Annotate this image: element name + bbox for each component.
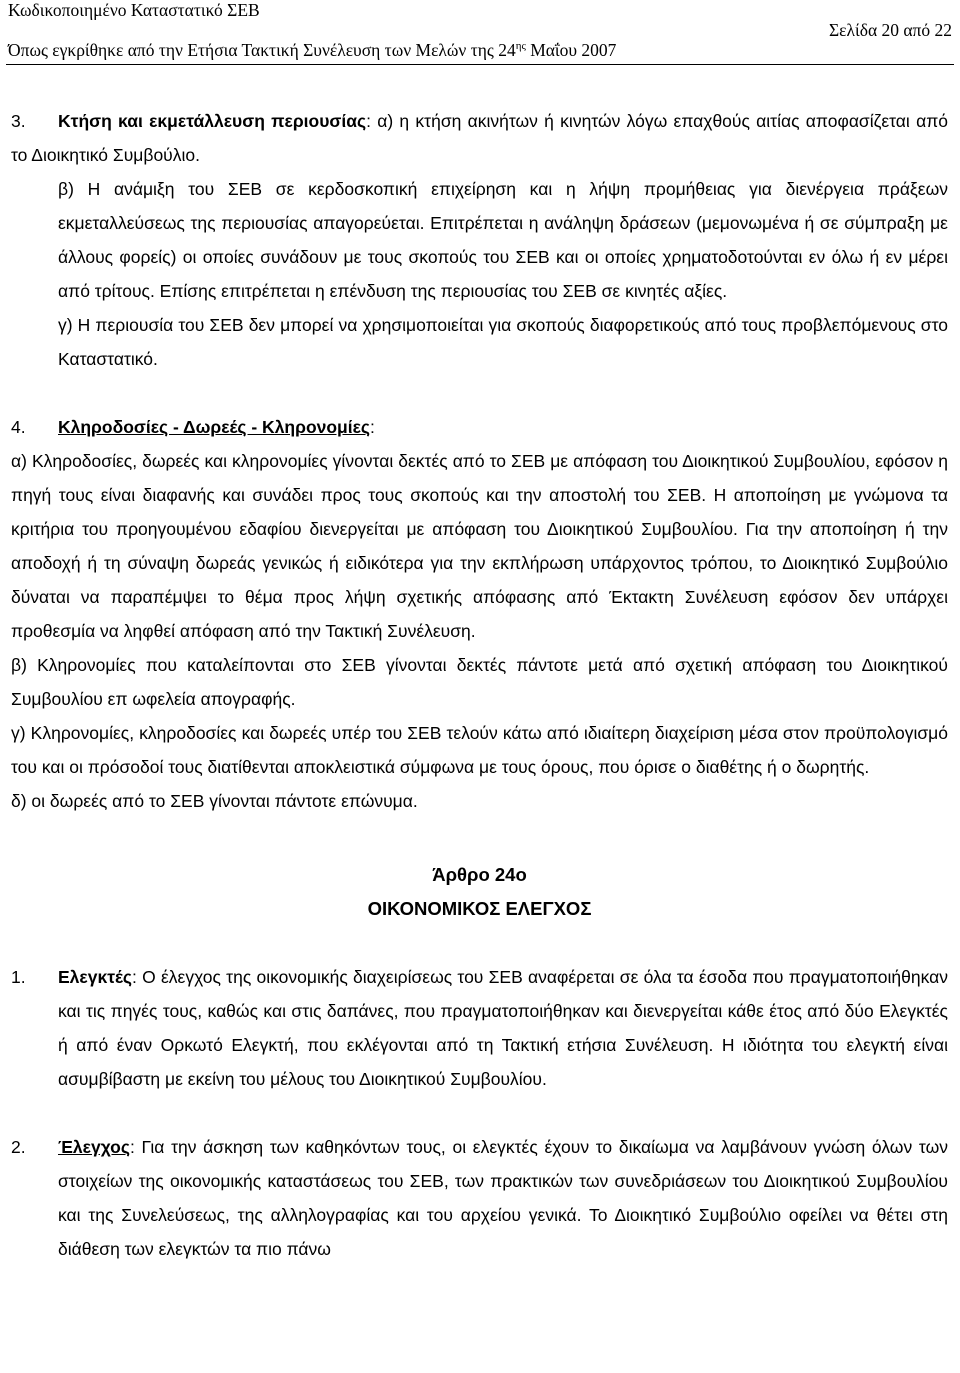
item3-title: Κτήση και εκμετάλλευση περιουσίας (58, 111, 367, 131)
page-number: Σελίδα 20 από 22 (828, 20, 952, 40)
article-item-2 (11, 1130, 948, 1266)
approval-prefix: Όπως εγκρίθηκε από την Ετήσια Τακτική Συνέλευση των Μελών της 24 (8, 40, 516, 60)
article-number: Άρθρο 24ο (432, 864, 527, 885)
article-title: ΟΙΚΟΝΟΜΙΚΟΣ ΕΛΕΓΧΟΣ (367, 898, 592, 919)
article-item-1-body (58, 960, 948, 1096)
article-item-1 (11, 960, 948, 1096)
item3-number: 3. (11, 111, 26, 131)
approval-sup: ης (515, 40, 526, 53)
item4-heading (11, 410, 948, 444)
item3-a (11, 104, 948, 172)
spacer (11, 818, 948, 852)
spacer (11, 1096, 948, 1130)
item3-c: γ) Η περιουσία του ΣΕΒ δεν μπορεί να χρησιμοποιείται για σκοπούς διαφορετικούς από τους προβλεπόμενους στο Καταστατικό. (58, 315, 948, 369)
item4-colon: : (370, 417, 375, 437)
item4-b: β) Κληρονομίες που καταλείπονται στο ΣΕΒ γίνονται δεκτές πάντοτε μετά από σχετική απόφαση του Διοικητικού Συμβουλίου επ ωφελεία απογραφής. (11, 655, 948, 709)
approval-line (8, 40, 616, 61)
article-item-2-body (58, 1130, 948, 1266)
article-item-1-number: 1. (11, 967, 26, 987)
article-item-1-title: Ελεγκτές (58, 967, 133, 987)
doc-title: Κωδικοποιημένο Καταστατικό ΣΕΒ (8, 0, 260, 20)
article-item-1-text: : Ο έλεγχος της οικονομικής διαχειρίσεως του ΣΕΒ αναφέρεται σε όλα τα έσοδα που πραγματοποιήθηκαν και τις πηγές τους, καθώς και στις δαπάνες, που πραγματοποιήθηκαν και διενεργείται κάθε έτος από δύο Ελεγκτές ή από έναν Ορκωτό Ελεγκτή, που εκλέγονται από τη Τακτική ετήσια Συνέλευση. Η ιδιότητα του ελεγκτή είναι ασυμβίβαστη με εκείνη του μέλους του Διοικητικού Συμβουλίου. (58, 967, 948, 1089)
page-header (0, 0, 960, 70)
article-item-2-text: : Για την άσκηση των καθηκόντων τους, οι ελεγκτές έχουν το δικαίωμα να λαμβάνουν γνώση όλων των στοιχείων της οικονομικής καταστάσεως του ΣΕΒ, των πρακτικών των συνεδριάσεων του Διοικητικού Συμβουλίου και της Συνελεύσεως, της αλληλογραφίας και του αρχείου γενικά. Το Διοικητικό Συμβούλιο οφείλει να θέτει στη διάθεση των ελεγκτών τα πιο πάνω (58, 1137, 948, 1259)
item4-number: 4. (11, 417, 26, 437)
item4-a: α) Κληροδοσίες, δωρεές και κληρονομίες γίνονται δεκτές από το ΣΕΒ με απόφαση του Διοικητικού Συμβουλίου, εφόσον η πηγή τους είναι διαφανής και συνάδει προς τους σκοπούς και την αποστολή του ΣΕΒ. Η αποποίηση με γνώμονα τα κριτήρια του προηγουμένου εδαφίου διενεργείται με απόφαση του Διοικητικού Συμβουλίου. Για την αποποίηση ή την αποδοχή ή τη σύναψη δωρεάς γενικώς ή ειδικότερα για την εκπλήρωση υπάρχοντος τρόπου, το Διοικητικό Συμβούλιο δύναται να παραπέμψει το θέμα προς λήψη σχετικής απόφασης από Έκτακτη Συνέλευση εφόσον δεν υπάρχει προθεσμία να ληφθεί απόφαση από την Τακτική Συνέλευση. (11, 451, 948, 641)
header-divider (6, 64, 954, 65)
item3-b: β) Η ανάμιξη του ΣΕΒ σε κερδοσκοπική επιχείρηση και η λήψη προμήθειας για διενέργεια πράξεων εκμεταλλεύσεως της περιουσίας απαγορεύεται. Επιτρέπεται η ανάληψη δράσεων (μεμονωμένα ή σε σύμπραξη με άλλους φορείς) οι οποίες συνάδουν με τους σκοπούς του ΣΕΒ και οι οποίες χρηματοδοτούνται εν όλω ή εν μέρει από τρίτους. Επίσης επιτρέπεται η επένδυση της περιουσίας του ΣΕΒ σε κινητές αξίες. (58, 179, 948, 301)
spacer (11, 926, 948, 960)
item4-title: Κληροδοσίες - Δωρεές - Κληρονομίες (58, 417, 371, 437)
document-body (11, 104, 948, 1266)
article-item-2-title: Έλεγχος (58, 1137, 130, 1157)
item4-d: δ) οι δωρεές από το ΣΕΒ γίνονται πάντοτε επώνυμα. (11, 791, 418, 811)
article-item-2-number: 2. (11, 1137, 26, 1157)
item3-a-text: : α) η κτήση ακινήτων ή κινητών λόγω επαχθούς αιτίας αποφασίζεται από το Διοικητικό Συμβούλιο. (11, 111, 948, 165)
approval-suffix: Μαΐου 2007 (525, 40, 617, 60)
item4-c: γ) Κληρονομίες, κληροδοσίες και δωρεές υπέρ του ΣΕΒ τελούν κάτω από ιδιαίτερη διαχείριση μέσα στον προϋπολογισμό του και οι πρόσοδοί τους διατίθενται αποκλειστικά σύμφωνα με τους όρους, που όρισε ο διαθέτης ή ο δωρητής. (11, 723, 948, 777)
spacer (11, 376, 948, 410)
